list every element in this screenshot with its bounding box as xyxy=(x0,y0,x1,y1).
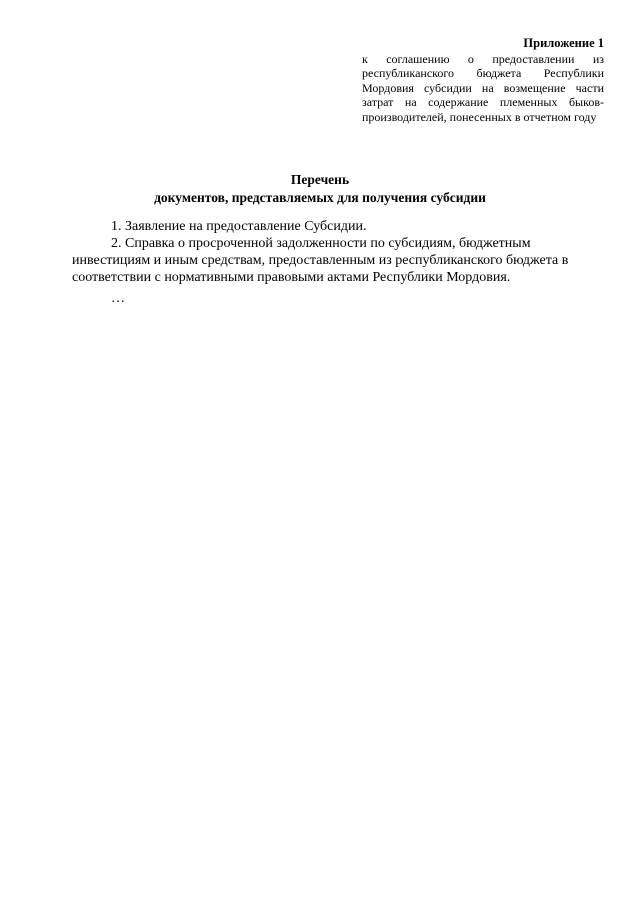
continuation-ellipsis: … xyxy=(111,291,125,306)
document-title-line-1: Перечень xyxy=(290,172,350,187)
list-item: 2. Справка о просроченной задолженности по субсидиям, бюджетным инвестициям и иным средствам, предоставленным из республиканского бюджета в соответствии с нормативными правовыми актами Республики Мордовия. xyxy=(72,236,569,285)
appendix-title: Приложение 1 xyxy=(523,36,604,50)
document-title xyxy=(60,171,580,207)
appendix-text: к соглашению о предоставлении из республиканского бюджета Республики Мордовия субсидии на возмещение части затрат на содержание племенных быков-производителей, понесенных в отчетном году xyxy=(362,51,604,124)
appendix-block xyxy=(362,36,604,124)
documents-list xyxy=(72,218,600,307)
list-item: 1. Заявление на предоставление Субсидии. xyxy=(111,219,367,234)
document-title-line-2: документов, представляемых для получения субсидии xyxy=(154,190,486,205)
